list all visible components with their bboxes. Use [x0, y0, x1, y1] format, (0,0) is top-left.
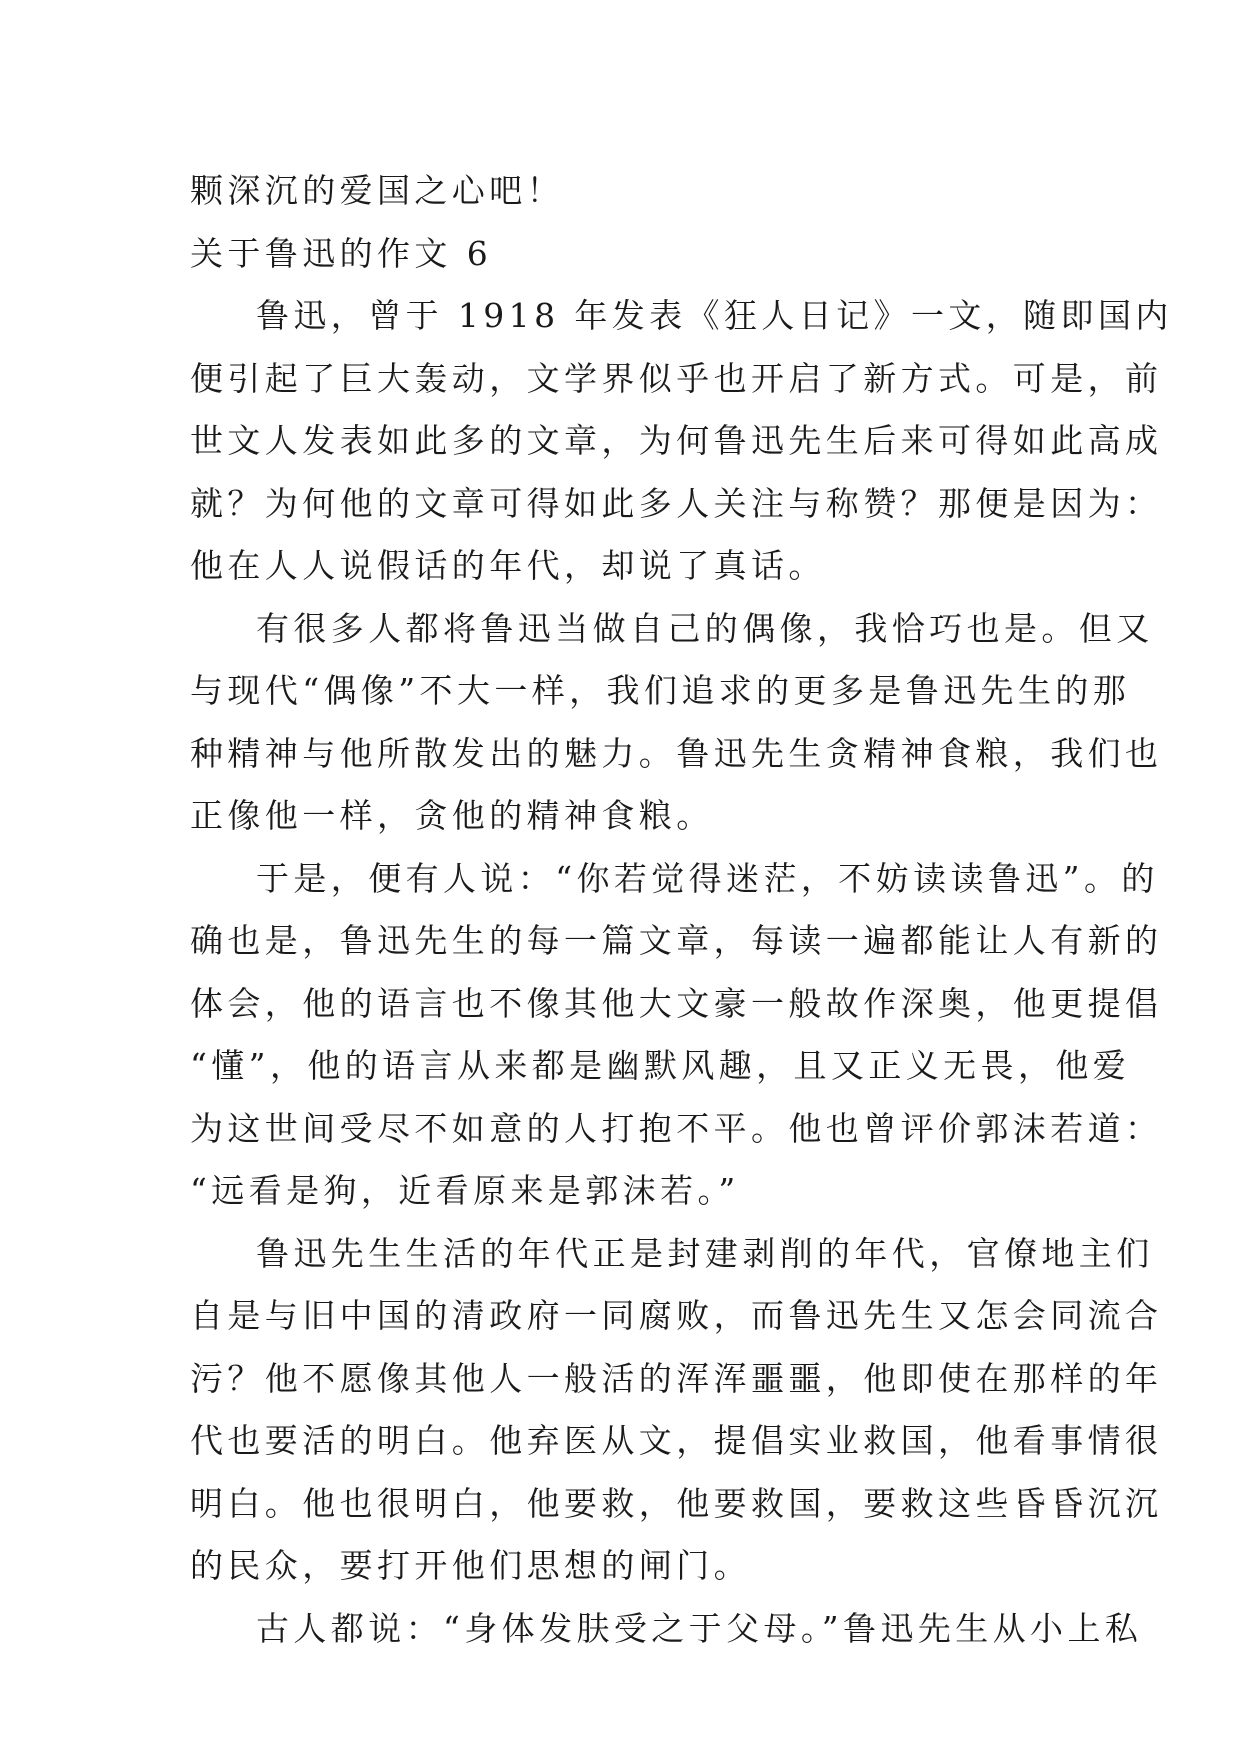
paragraph-line: “远看是狗，近看原来是郭沫若。”: [190, 1171, 740, 1210]
paragraph-2: [190, 598, 1163, 848]
paragraph-line: 鲁迅先生生活的年代正是封建剥削的年代，官僚地主们: [256, 1233, 1154, 1273]
paragraph-3: [190, 848, 1163, 1223]
paragraph-line: 有很多人都将鲁迅当做自己的偶像，我恰巧也是。但又: [256, 608, 1154, 648]
paragraph-line: 污？他不愿像其他人一般活的浑浑噩噩，他即使在那样的年: [190, 1358, 1163, 1398]
paragraph-1: [190, 285, 1173, 598]
paragraph-4: [190, 1223, 1163, 1598]
paragraph-line: 的民众，要打开他们思想的闸门。: [190, 1546, 751, 1585]
paragraph-line: 与现代“偶像”不大一样，我们追求的更多是鲁迅先生的那: [190, 671, 1131, 710]
paragraph-line: 他在人人说假话的年代，却说了真话。: [190, 546, 826, 585]
essay-heading: 关于鲁迅的作文 6: [190, 233, 493, 273]
paragraph-line: 种精神与他所散发出的魅力。鲁迅先生贪精神食粮，我们也: [190, 733, 1163, 773]
paragraph-line: 鲁迅，曾于 1918 年发表《狂人日记》一文，随即国内: [256, 296, 1173, 335]
paragraph-line: 确也是，鲁迅先生的每一篇文章，每读一遍都能让人有新的: [190, 921, 1163, 960]
paragraph-line: 自是与旧中国的清政府一同腐败，而鲁迅先生又怎会同流合: [190, 1296, 1163, 1335]
paragraph-line: 代也要活的明白。他弃医从文，提倡实业救国，他看事情很: [190, 1421, 1163, 1460]
paragraph-line: 正像他一样，贪他的精神食粮。: [190, 796, 714, 835]
paragraph-line: 为这世间受尽不如意的人打抱不平。他也曾评价郭沫若道：: [190, 1108, 1163, 1148]
paragraph-line: 古人都说：“身体发肤受之于父母。”鲁迅先生从小上私: [256, 1608, 1143, 1648]
paragraph-line: 明白。他也很明白，他要救，他要救国，要救这些昏昏沉沉: [190, 1483, 1163, 1523]
paragraph-line: “懂”，他的语言从来都是幽默风趣，且又正义无畏，他爱: [190, 1046, 1131, 1085]
paragraph-line: 体会，他的语言也不像其他大文豪一般故作深奥，他更提倡: [190, 983, 1163, 1023]
document-page: [190, 160, 1173, 1660]
opening-line: 颗深沉的爱国之心吧！: [190, 171, 564, 210]
paragraph-line: 便引起了巨大轰动，文学界似乎也开启了新方式。可是，前: [190, 358, 1163, 398]
paragraph-5: [190, 1598, 1143, 1661]
paragraph-line: 就？为何他的文章可得如此多人关注与称赞？那便是因为：: [190, 483, 1163, 523]
paragraph-line: 于是，便有人说：“你若觉得迷茫，不妨读读鲁迅”。的: [256, 858, 1159, 898]
paragraph-line: 世文人发表如此多的文章，为何鲁迅先生后来可得如此高成: [190, 421, 1163, 460]
